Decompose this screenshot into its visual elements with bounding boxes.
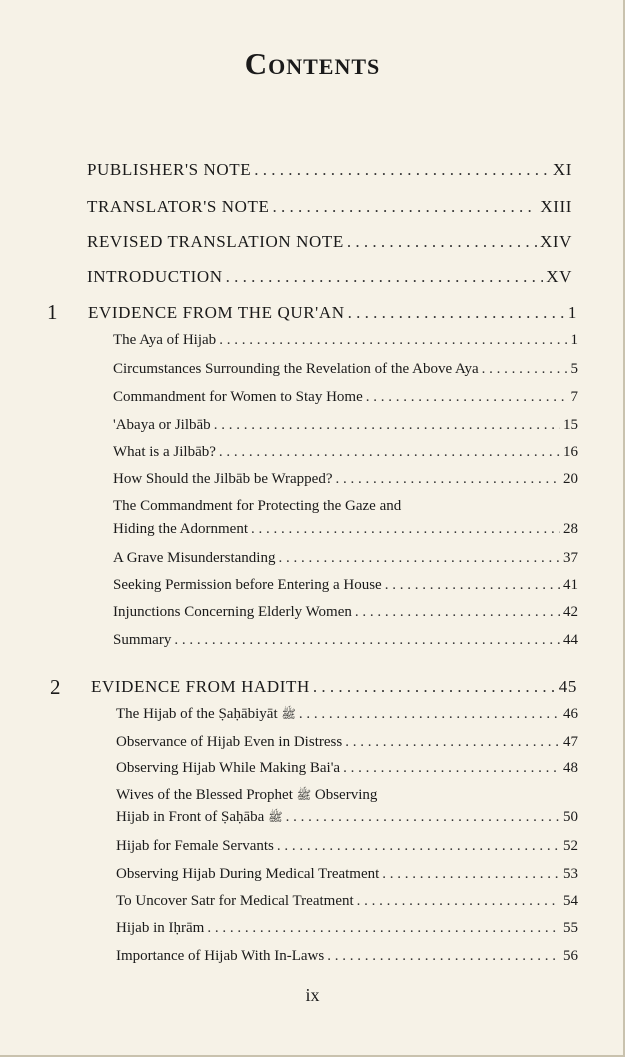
dot-leader: [299, 706, 560, 723]
dot-leader: [219, 332, 567, 349]
salutation-glyph: ﷺ: [281, 707, 296, 721]
toc-entry-page: 52: [563, 838, 578, 854]
dot-leader: [254, 160, 550, 180]
dot-leader: [251, 521, 560, 538]
toc-entry-label: Hijab in Iḥrām: [116, 920, 205, 936]
toc-entry-label: Seeking Permission before Entering a House: [113, 577, 382, 593]
dot-leader: [207, 920, 560, 937]
toc-entry-page: 37: [563, 550, 578, 566]
toc-entry-page: XI: [552, 160, 572, 179]
toc-entry-page: 56: [563, 948, 578, 964]
toc-entry-section[interactable]: [113, 521, 578, 538]
toc-entry-page: 7: [570, 389, 578, 405]
toc-entry-page: 41: [563, 577, 578, 593]
toc-entry-label: Observing Hijab During Medical Treatment: [116, 866, 380, 882]
toc-entry-chapter-2[interactable]: [91, 677, 577, 697]
toc-entry-introduction[interactable]: [87, 267, 572, 287]
dot-leader: [336, 471, 561, 488]
dot-leader: [273, 197, 538, 217]
toc-entry-page: 44: [563, 632, 578, 648]
toc-entry-section[interactable]: [116, 706, 578, 724]
dot-leader: [343, 760, 560, 777]
toc-entry-page: 55: [563, 920, 578, 936]
toc-entry-section[interactable]: [113, 361, 578, 378]
toc-entry-label: Commandment for Women to Stay Home: [113, 389, 363, 405]
toc-entry-page: 5: [570, 361, 578, 377]
dot-leader: [277, 838, 560, 855]
toc-entry-page: XV: [546, 267, 572, 286]
chapter-number: 1: [47, 300, 58, 324]
toc-entry-page: XIV: [539, 232, 572, 251]
toc-entry-publishers-note[interactable]: [87, 160, 572, 180]
dot-leader: [355, 604, 560, 621]
toc-entry-section[interactable]: [116, 809, 578, 827]
toc-entry-page: XIII: [540, 197, 572, 216]
toc-entry-page: 42: [563, 604, 578, 620]
page-title: Contents: [244, 46, 381, 81]
toc-entry-section[interactable]: [113, 444, 578, 461]
toc-entry-label: How Should the Jilbāb be Wrapped?: [113, 471, 333, 487]
toc-entry-label: Circumstances Surrounding the Revelation of the Above Aya: [113, 361, 479, 377]
toc-entry-label: To Uncover Satr for Medical Treatment: [116, 893, 354, 909]
salutation-glyph: ﷺ: [268, 810, 283, 824]
toc-entry-revised-translation-note[interactable]: [87, 232, 572, 252]
toc-entry-label: The Hijab of the Ṣaḥābiyāt ﷺ: [116, 706, 296, 722]
toc-entry-page: 45: [558, 677, 577, 696]
toc-entry-section[interactable]: [113, 550, 578, 567]
dot-leader: [278, 550, 560, 567]
toc-entry-label: Hijab in Front of Ṣaḥāba ﷺ: [116, 809, 283, 825]
toc-entry-section[interactable]: [113, 417, 578, 434]
toc-entry-section[interactable]: [116, 760, 578, 777]
toc-entry-page: 16: [563, 444, 578, 460]
toc-entry-page: 20: [563, 471, 578, 487]
dot-leader: [219, 444, 560, 461]
folio-page-number: ix: [305, 985, 320, 1005]
dot-leader: [345, 734, 560, 751]
toc-entry-section[interactable]: [116, 838, 578, 855]
toc-entry-section[interactable]: [113, 332, 578, 349]
toc-entry-label: Importance of Hijab With In-Laws: [116, 948, 325, 964]
toc-entry-section[interactable]: [113, 471, 578, 488]
toc-entry-section[interactable]: [116, 893, 578, 910]
toc-entry-page: 46: [563, 706, 578, 722]
toc-entry-label: INTRODUCTION: [87, 267, 223, 286]
toc-entry-page: 50: [563, 809, 578, 825]
salutation-glyph: ﷺ: [296, 788, 312, 802]
toc-entry-label: Observance of Hijab Even in Distress: [116, 734, 343, 750]
dot-leader: [286, 809, 560, 826]
toc-entry-label: REVISED TRANSLATION NOTE: [87, 232, 344, 251]
dot-leader: [327, 948, 560, 965]
toc-entry-label: A Grave Misunderstanding: [113, 550, 276, 566]
chapter-title: EVIDENCE FROM HADITH: [91, 677, 310, 696]
toc-entry-label: TRANSLATOR'S NOTE: [87, 197, 270, 216]
toc-entry-page: 54: [563, 893, 578, 909]
dot-leader: [313, 677, 556, 697]
toc-entry-label: The Aya of Hijab: [113, 332, 217, 348]
toc-entry-label: Hiding the Adornment: [113, 521, 248, 537]
toc-entry-page: 1: [567, 303, 577, 322]
toc-entry-page: 48: [563, 760, 578, 776]
toc-entry-label: What is a Jilbāb?: [113, 444, 216, 460]
toc-entry-page: 15: [563, 417, 578, 433]
toc-entry-label: Summary: [113, 632, 172, 648]
toc-entry-section[interactable]: [116, 948, 578, 965]
dot-leader: [385, 577, 560, 594]
toc-entry-label-line1: Wives of the Blessed Prophet ﷺ Observing: [116, 787, 378, 803]
dot-leader: [348, 303, 565, 323]
toc-entry-label: Observing Hijab While Making Bai'a: [116, 760, 341, 776]
toc-entry-chapter-1[interactable]: [88, 303, 577, 323]
toc-entry-label-line1: The Commandment for Protecting the Gaze and: [113, 498, 402, 514]
dot-leader: [366, 389, 568, 406]
toc-entry-page: 53: [563, 866, 578, 882]
dot-leader: [226, 267, 544, 287]
toc-entry-section[interactable]: [113, 389, 578, 406]
toc-entry-page: 28: [563, 521, 578, 537]
toc-entry-translators-note[interactable]: [87, 197, 572, 217]
toc-entry-section[interactable]: [113, 632, 578, 649]
toc-entry-section[interactable]: [113, 577, 578, 594]
toc-entry-label: 'Abaya or Jilbāb: [113, 417, 211, 433]
chapter-number: 2: [50, 675, 61, 699]
dot-leader: [382, 866, 560, 883]
dot-leader: [214, 417, 560, 434]
toc-entry-label: Hijab for Female Servants: [116, 838, 274, 854]
dot-leader: [347, 232, 537, 252]
toc-entry-section[interactable]: [116, 866, 578, 883]
toc-entry-label: PUBLISHER'S NOTE: [87, 160, 252, 179]
toc-entry-page: 1: [570, 332, 578, 348]
toc-entry-section[interactable]: [116, 920, 578, 937]
chapter-title: EVIDENCE FROM THE QUR'AN: [88, 303, 345, 322]
toc-entry-section[interactable]: [113, 604, 578, 621]
toc-entry-page: 47: [563, 734, 578, 750]
dot-leader: [482, 361, 568, 378]
dot-leader: [357, 893, 560, 910]
dot-leader: [174, 632, 560, 649]
toc-entry-label: Injunctions Concerning Elderly Women: [113, 604, 352, 620]
toc-entry-section[interactable]: [116, 734, 578, 751]
